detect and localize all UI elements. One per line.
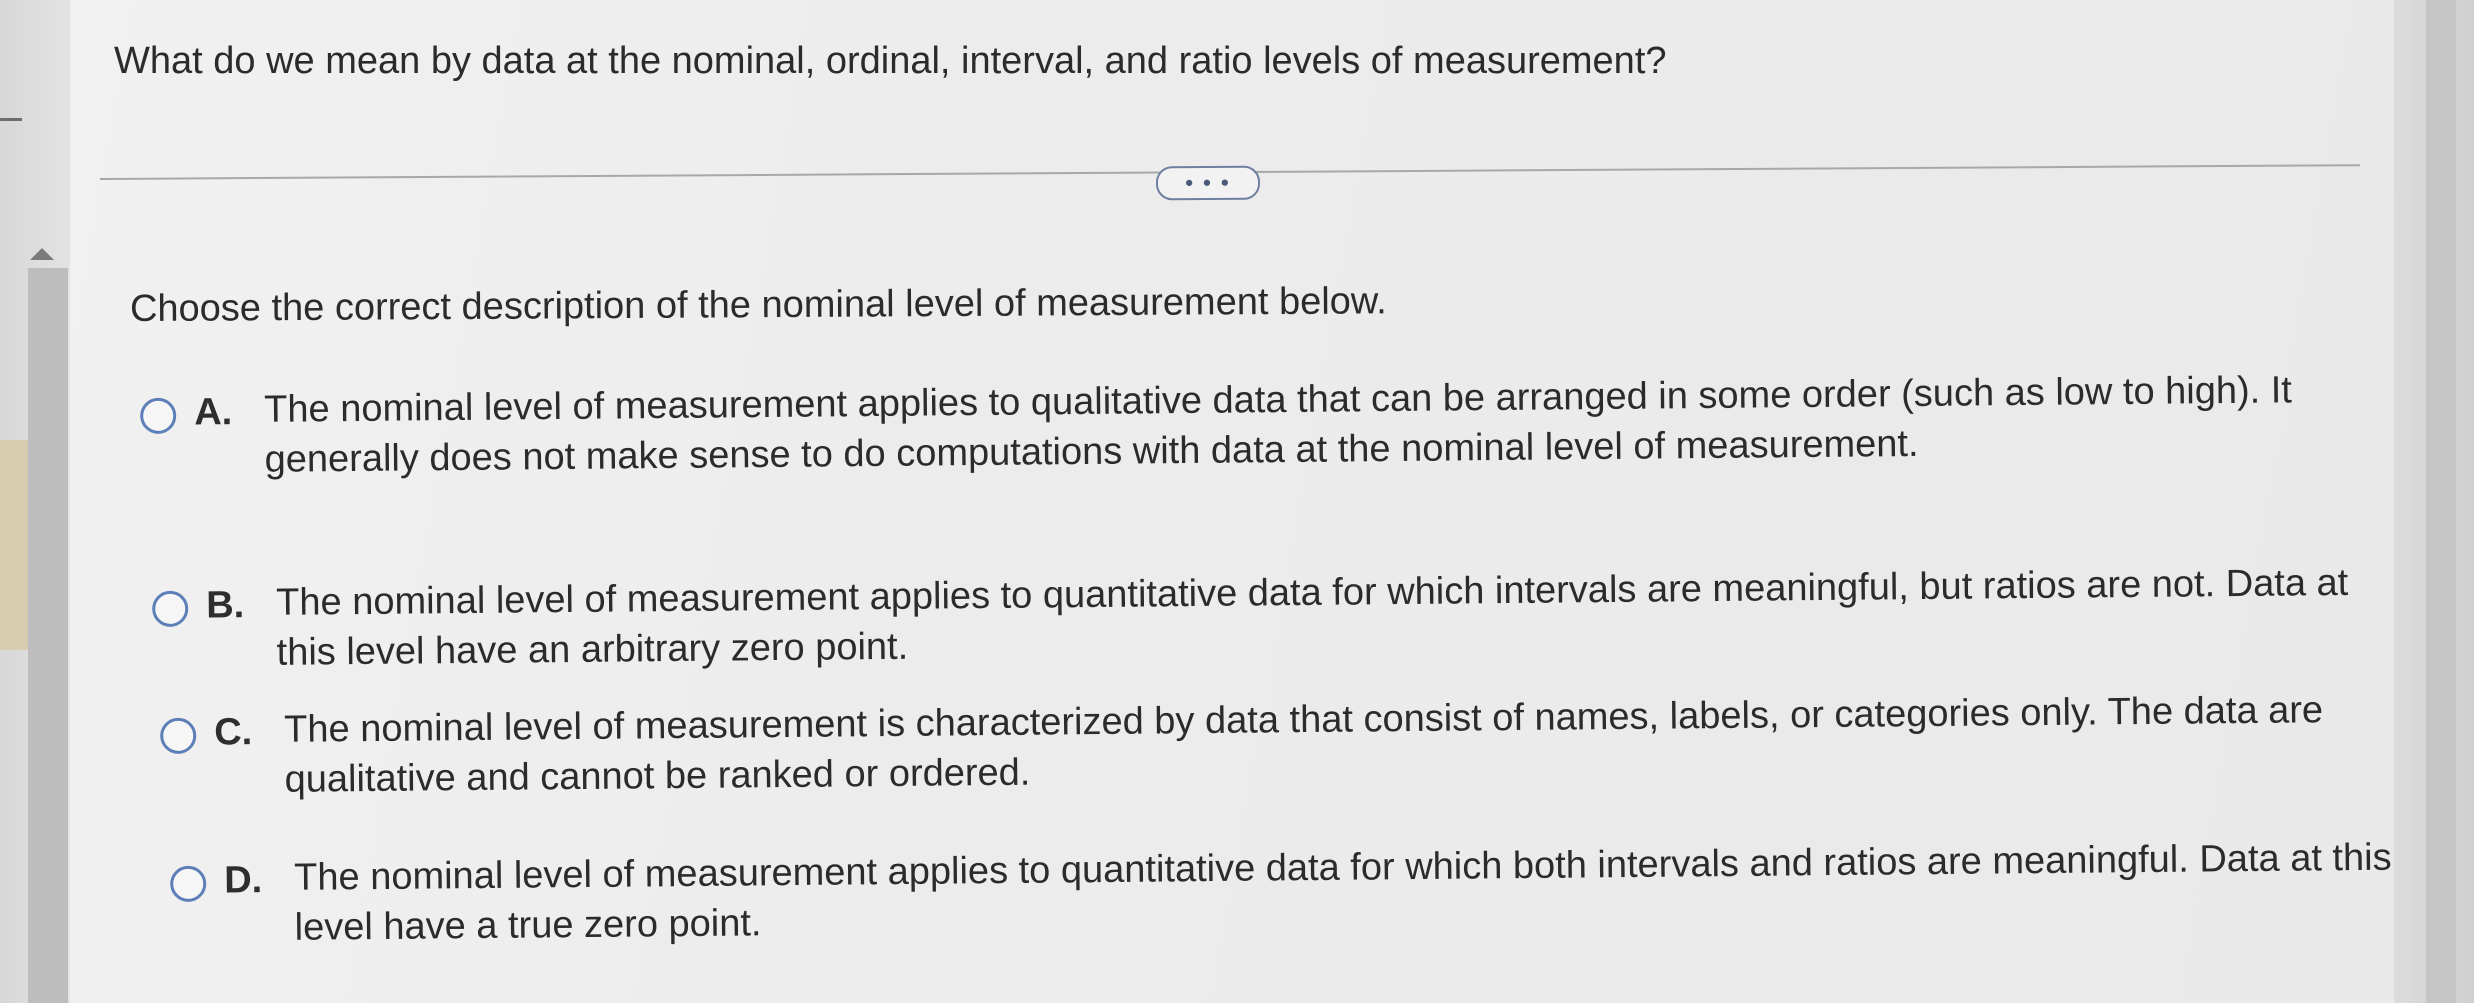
option-letter: A.	[193, 391, 233, 434]
left-scrollbar-thumb[interactable]	[0, 440, 28, 650]
option-text: The nominal level of measurement is characterized by data that consist of names, labels, or categories only. The data are qualitative and cannot be ranked or ordered.	[283, 689, 2324, 801]
option-text: The nominal level of measurement applies to quantitative data for which intervals are meaningful, but ratios are not. Data at this level have an arbitrary zero point.	[275, 561, 2349, 674]
option-d[interactable]	[170, 838, 2435, 954]
radio-button-a[interactable]	[140, 398, 176, 434]
option-c[interactable]	[160, 690, 2425, 806]
prompt-text: Choose the correct description of the nominal level of measurement below.	[129, 280, 1387, 330]
radio-button-b[interactable]	[152, 591, 188, 627]
option-b[interactable]	[152, 563, 2417, 679]
question-text: What do we mean by data at the nominal, ordinal, interval, and ratio levels of measurement?	[114, 40, 1667, 82]
option-text: The nominal level of measurement applies to qualitative data that can be arranged in some order (such as low to high). It generally does not make sense to do computations with data at the nominal level of measurement.	[263, 369, 2293, 481]
option-letter: B.	[205, 584, 245, 627]
option-a[interactable]	[140, 370, 2445, 486]
right-scrollbar[interactable]	[2426, 0, 2456, 1003]
option-letter: C.	[213, 711, 253, 754]
right-gutter	[2394, 0, 2474, 1003]
option-text: The nominal level of measurement applies to quantitative data for which both intervals and ratios are meaningful. Data at this level have a true zero point.	[293, 836, 2392, 949]
scroll-up-arrow-icon[interactable]	[30, 248, 54, 260]
gutter-tick	[0, 118, 22, 121]
radio-button-c[interactable]	[160, 718, 196, 754]
expand-more-button[interactable]: • • •	[1156, 166, 1260, 201]
left-gutter	[0, 0, 70, 1003]
left-scrollbar[interactable]	[28, 268, 68, 1003]
radio-button-d[interactable]	[170, 866, 206, 902]
option-letter: D.	[223, 859, 263, 902]
question-panel	[70, 0, 2394, 1003]
